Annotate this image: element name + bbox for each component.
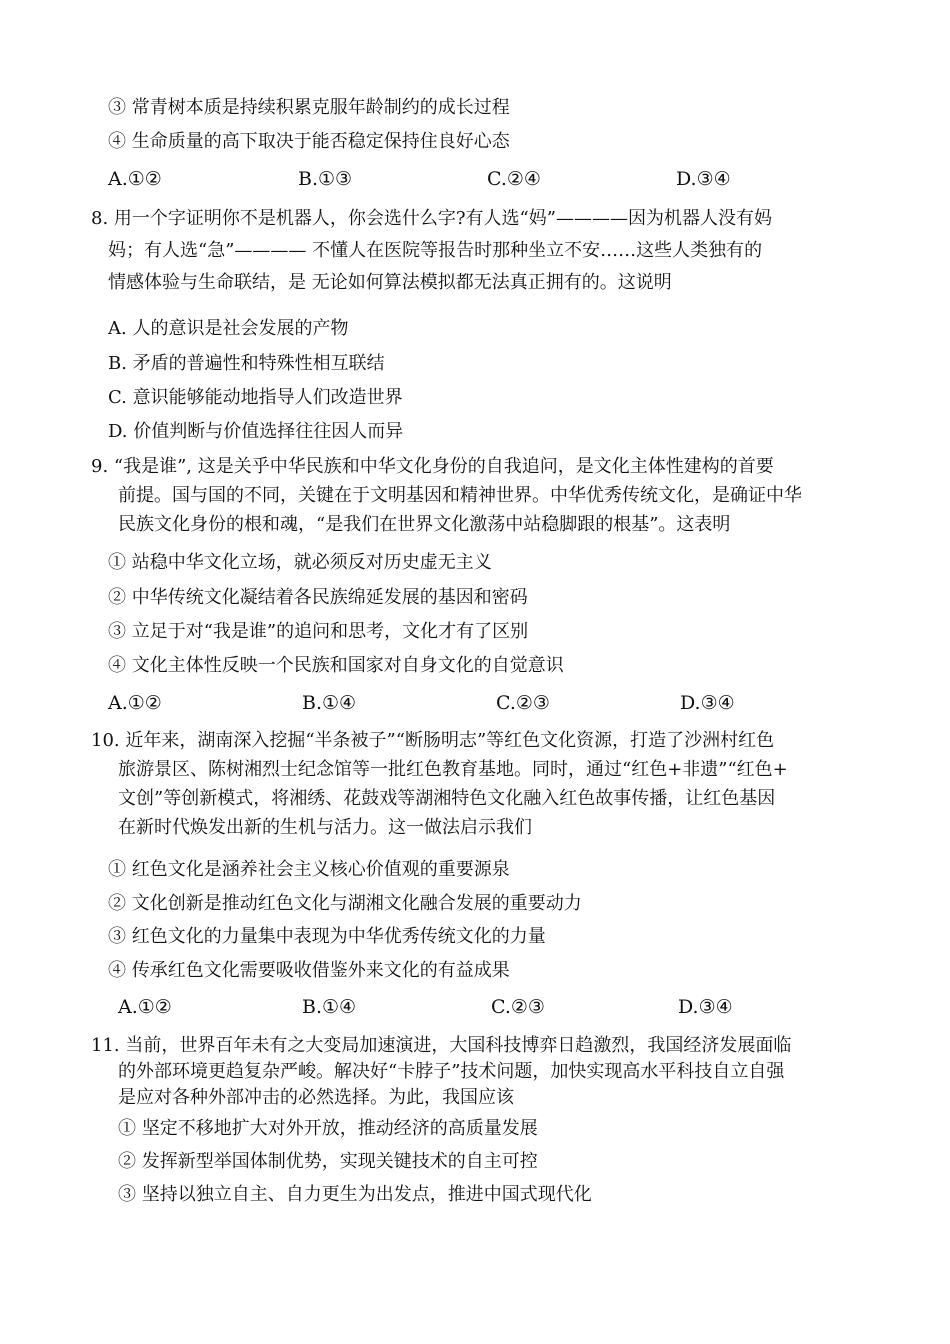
q8-stem-line-1: 8. 用一个字证明你不是机器人，你会选什么字?有人选“妈”————因为机器人没有妈 <box>91 208 772 229</box>
q11-stem-line-3: 是应对各种外部冲击的必然选择。为此，我国应该 <box>118 1087 514 1108</box>
q9-item-4: ④ 文化主体性反映一个民族和国家对自身文化的自觉意识 <box>108 655 564 676</box>
q9-stem-line-2: 前提。国与国的不同，关键在于文明基因和精神世界。中华优秀传统文化，是确证中华 <box>118 485 802 506</box>
q7-option-c: C.②④ <box>487 168 541 190</box>
q10-stem-line-4: 在新时代焕发出新的生机与活力。这一做法启示我们 <box>118 817 532 838</box>
q10-option-a: A.①② <box>118 996 172 1018</box>
q10-option-c: C.②③ <box>491 996 545 1018</box>
q8-option-c: C. 意识能够能动地指导人们改造世界 <box>108 387 403 408</box>
q10-item-3: ③ 红色文化的力量集中表现为中华优秀传统文化的力量 <box>108 926 546 947</box>
q10-item-4: ④ 传承红色文化需要吸收借鉴外来文化的有益成果 <box>108 960 510 981</box>
q10-stem-line-1: 10. 近年来，湖南深入挖掘“半条被子”“断肠明志”等红色文化资源，打造了沙洲村红色 <box>91 730 775 751</box>
q7-item-3: ③ 常青树本质是持续积累克服年龄制约的成长过程 <box>108 97 510 118</box>
q9-item-3: ③ 立足于对“我是谁”的追问和思考，文化才有了区别 <box>108 621 529 642</box>
q11-item-3: ③ 坚持以独立自主、自力更生为出发点，推进中国式现代化 <box>118 1184 592 1205</box>
q9-stem-line-1: 9. “我是谁”, 这是关乎中华民族和中华文化身份的自我追问，是文化主体性建构的首要 <box>91 456 774 477</box>
q9-item-2: ② 中华传统文化凝结着各民族绵延发展的基因和密码 <box>108 587 528 608</box>
q11-stem-line-2: 的外部环境更趋复杂严峻。解决好“卡脖子”技术问题，加快实现高水平科技自立自强 <box>118 1061 785 1082</box>
q7-item-4: ④ 生命质量的高下取决于能否稳定保持住良好心态 <box>108 131 510 152</box>
q9-stem-line-3: 民族文化身份的根和魂，“是我们在世界文化激荡中站稳脚跟的根基”。这表明 <box>118 514 731 535</box>
q8-stem-line-2: 妈；有人选“急”———— 不懂人在医院等报告时那种坐立不安……这些人类独有的 <box>108 240 763 261</box>
q8-option-a: A. 人的意识是社会发展的产物 <box>108 318 349 339</box>
q8-option-b: B. 矛盾的普遍性和特殊性相互联结 <box>108 353 385 374</box>
q10-option-b: B.①④ <box>302 996 357 1018</box>
q9-item-1: ① 站稳中华文化立场，就必须反对历史虚无主义 <box>108 552 492 573</box>
q7-option-b: B.①③ <box>298 168 353 190</box>
q10-stem-line-3: 文创”等创新模式，将湘绣、花鼓戏等湖湘特色文化融入红色故事传播，让红色基因 <box>118 788 776 809</box>
q10-option-d: D.③④ <box>678 996 733 1018</box>
q8-option-d: D. 价值判断与价值选择往往因人而异 <box>108 421 404 442</box>
q11-item-1: ① 坚定不移地扩大对外开放，推动经济的高质量发展 <box>118 1118 538 1139</box>
q9-option-c: C.②③ <box>496 692 550 714</box>
q10-item-2: ② 文化创新是推动红色文化与湖湘文化融合发展的重要动力 <box>108 893 582 914</box>
q9-option-a: A.①② <box>108 692 162 714</box>
q10-stem-line-2: 旅游景区、陈树湘烈士纪念馆等一批红色教育基地。同时，通过“红色+非遗”“红色+ <box>118 759 788 780</box>
q7-option-d: D.③④ <box>676 168 731 190</box>
q8-stem-line-3: 情感体验与生命联结，是 无论如何算法模拟都无法真正拥有的。这说明 <box>108 272 672 293</box>
q9-option-d: D.③④ <box>680 692 735 714</box>
q10-item-1: ① 红色文化是涵养社会主义核心价值观的重要源泉 <box>108 859 510 880</box>
q7-option-a: A.①② <box>108 168 162 190</box>
q11-item-2: ② 发挥新型举国体制优势，实现关键技术的自主可控 <box>118 1151 538 1172</box>
q11-stem-line-1: 11. 当前，世界百年未有之大变局加速演进，大国科技博弈日趋激烈，我国经济发展面临 <box>91 1035 792 1056</box>
q9-option-b: B.①④ <box>302 692 357 714</box>
